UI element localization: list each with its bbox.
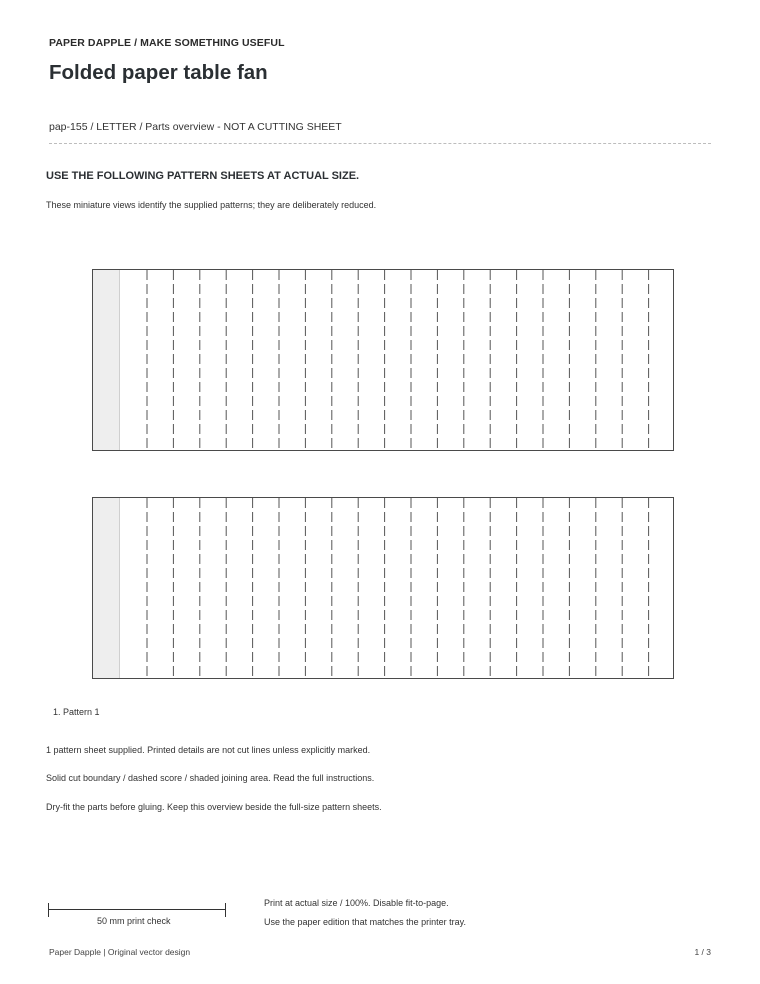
scale-bar (48, 903, 226, 917)
page-title: Folded paper table fan (49, 61, 268, 84)
score-lines (93, 498, 675, 680)
intro-text: These miniature views identify the supplied patterns; they are deliberately reduced. (46, 200, 377, 210)
note-legend: Solid cut boundary / dashed score / shaded joining area. Read the full instructions. (46, 773, 375, 783)
section-heading: USE THE FOLLOWING PATTERN SHEETS AT ACTUAL SIZE. (46, 170, 360, 182)
pattern-sheet-preview-1 (92, 269, 674, 451)
page-number: 1 / 3 (694, 947, 711, 957)
dashed-divider (49, 143, 711, 144)
score-lines (93, 270, 675, 452)
print-instruction: Print at actual size / 100%. Disable fit-to-page. (264, 898, 449, 908)
scale-label: 50 mm print check (97, 916, 171, 926)
note-dry-fit: Dry-fit the parts before gluing. Keep this overview beside the full-size pattern sheets. (46, 802, 382, 812)
pattern-caption: 1. Pattern 1 (53, 707, 100, 717)
paper-instruction: Use the paper edition that matches the printer tray. (264, 917, 466, 927)
document-meta: pap-155 / LETTER / Parts overview - NOT A CUTTING SHEET (49, 121, 342, 133)
note-sheets: 1 pattern sheet supplied. Printed details are not cut lines unless explicitly marked. (46, 745, 371, 755)
brand-line: PAPER DAPPLE / MAKE SOMETHING USEFUL (49, 37, 285, 49)
pattern-sheet-preview-2 (92, 497, 674, 679)
footer-credit: Paper Dapple | Original vector design (49, 947, 191, 957)
